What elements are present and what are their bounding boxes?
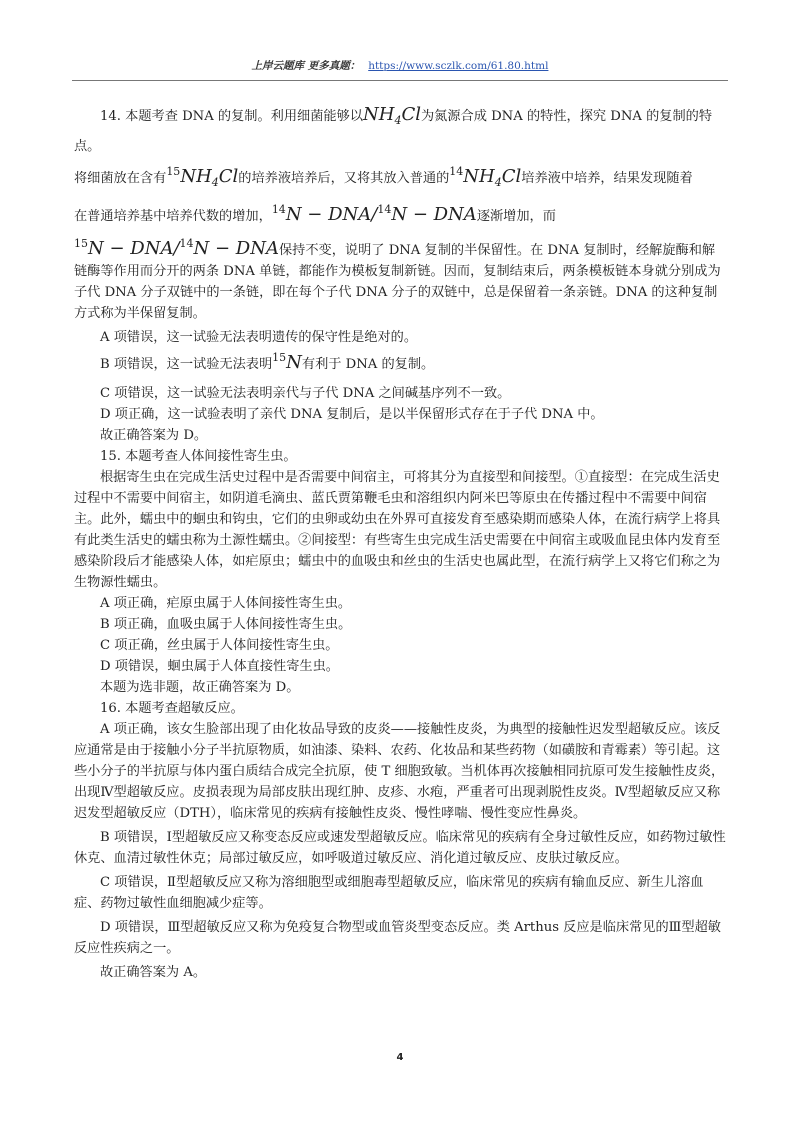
q14-line2 <box>74 162 728 194</box>
q15-option-a: A 项正确，疟原虫属于人体间接性寄生虫。 <box>100 596 352 611</box>
q14-line2-b: 的培养液培养后，又将其放入普通的 <box>238 171 450 186</box>
q14-option-d: D 项正确，这一试验表明了亲代 DNA 复制后，是以半保留形式存在于子代 DNA 中。 <box>100 407 604 422</box>
formula-14n-14n: $^{14}$N − DNA/$^{14}$N − DNA <box>271 203 477 225</box>
q15-paragraph: 根据寄生虫在完成生活史过程中是否需要中间宿主，可将其分为直接型和间接型。①直接型：在完成生活史过程中不需要中间宿主，如阴道毛滴虫、蓝氏贾第鞭毛虫和溶组织内阿米巴等原虫在传播过程中不需要中间宿主。此外，蠕虫中的蛔虫和钩虫，它们的虫卵或幼虫在外界可直接发育至感染期而感染人体，在流行病学上将具有此类生活史的蠕虫称为土源性蠕虫。②间接型：有些寄生虫完成生活史需要在中间宿主或吸血昆虫体内发育至感染阶段后才能感染人体，如疟原虫；蠕虫中的血吸虫和丝虫的生活史也属此型，在流行病学上又将它们称之为生物源性蠕虫。 <box>74 470 721 590</box>
q16-option-c: C 项错误，Ⅱ型超敏反应又称为溶细胞型或细胞毒型超敏反应，临床常见的疾病有输血反应、新生儿溶血症、药物过敏性血细胞减少症等。 <box>74 875 704 911</box>
page-header <box>72 58 728 81</box>
q14-line3-a: 在普通培养基中培养代数的增加， <box>74 209 272 224</box>
formula-14nh4cl: $^{14}NH_4Cl$ <box>449 165 522 189</box>
q15-answer: 本题为选非题，故正确答案为 D。 <box>100 680 300 695</box>
header-label: 上岸云题库 更多真题： <box>251 60 361 72</box>
document-body <box>74 100 728 983</box>
formula-14n-end: N − DNA <box>391 204 477 225</box>
q16-option-a: A 项正确，该女生脸部出现了由化妆品导致的皮炎——接触性皮炎，为典型的接触性迟发型超敏反应。该反应通常是由于接触小分子半抗原物质，如油漆、染料、农药、化妆品和某些药物（如磺胺和青霉素）等引起。这些小分子的半抗原与体内蛋白质结合成完全抗原，使 T 细胞致敏。当机体再次接触相同抗原可发生接触性皮炎，出现Ⅳ型超敏反应。皮损表现为局部皮肤出现红肿、皮疹、水疱，严重者可出现剥脱性皮炎。Ⅳ型超敏反应又称迟发型超敏反应（DTH），临床常见的疾病有接触性皮炎、慢性哮喘、慢性变应性鼻炎。 <box>74 722 725 821</box>
q15-option-b: B 项正确，血吸虫属于人体间接性寄生虫。 <box>100 617 352 632</box>
q15-option-c: C 项正确，丝虫属于人体间接性寄生虫。 <box>100 638 339 653</box>
q14-option-c: C 项错误，这一试验无法表明亲代与子代 DNA 之间碱基序列不一致。 <box>100 386 511 401</box>
q16-option-d: D 项错误，Ⅲ型超敏反应又称为免疫复合物型或血管炎型变态反应。类 Arthus 反应是临床常见的Ⅲ型超敏反应性疾病之一。 <box>74 920 721 956</box>
header-link[interactable]: https://www.sczlk.com/61.80.html <box>368 60 549 72</box>
q14-option-b <box>74 348 728 380</box>
q14-option-a: A 项错误，这一试验无法表明遗传的保守性是绝对的。 <box>100 330 418 345</box>
q14-line3 <box>74 200 728 232</box>
q15-option-d: D 项错误，蛔虫属于人体直接性寄生虫。 <box>100 659 339 674</box>
q14-line3-b: 逐渐增加，而 <box>476 209 556 224</box>
formula-15nh4cl: $^{15}NH_4Cl$ <box>166 165 239 189</box>
q15-title: 15. 本题考查人体间接性寄生虫。 <box>100 449 297 464</box>
formula-nh4cl: $NH_4Cl$ <box>363 104 421 127</box>
q14-intro-a: 14. 本题考查 DNA 的复制。利用细菌能够以 <box>100 109 363 124</box>
formula-15n: $^{15}$N <box>272 351 302 373</box>
q14-paragraph <box>74 238 728 324</box>
isotope-14: 14 <box>449 165 464 178</box>
q16-title: 16. 本题考查超敏反应。 <box>100 701 244 716</box>
q14-answer: 故正确答案为 D。 <box>100 428 208 443</box>
formula-14n-mid: N − DNA/ <box>285 204 378 225</box>
formula-15n-14n: $^{15}$N − DNA/$^{14}$N − DNA <box>74 237 279 259</box>
q14-line1 <box>74 100 728 162</box>
q14-line2-c: 培养液中培养，结果发现随着 <box>521 171 693 186</box>
q16-option-b: B 项错误，Ⅰ型超敏反应又称变态反应或速发型超敏反应。临床常见的疾病有全身过敏性反应，如药物过敏性休克、血清过敏性休克；局部过敏反应，如呼吸道过敏反应、消化道过敏反应、皮肤过敏反应。 <box>74 830 726 866</box>
page-number: 4 <box>396 1052 404 1063</box>
q14-option-b-a: B 项错误，这一试验无法表明 <box>100 357 273 372</box>
q14-option-b-b: 有利于 DNA 的复制。 <box>301 357 435 372</box>
formula-nh: NH <box>363 104 395 125</box>
q14-para-rest: 保持不变，说明了 DNA 复制的半保留性。在 DNA 复制时，经解旋酶和解链酶等作用而分开的两条 DNA 单链，都能作为模板复制新链。因而，复制结束后，两条模板链本身就分别成为子代 DNA 分子双链中的一条链，即在每个子代 DNA 分子的双链中，总是保留着一条亲链。DNA 的这种复制方式称为半保留复制。 <box>74 243 721 321</box>
q14-intro-b: 为氮源合成 DNA 的特性，探究 DNA 的复制的特点。 <box>74 109 713 154</box>
q16-answer: 故正确答案为 A。 <box>100 965 207 980</box>
q14-line2-a: 将细菌放在含有 <box>74 171 167 186</box>
isotope-15: 15 <box>166 165 181 178</box>
